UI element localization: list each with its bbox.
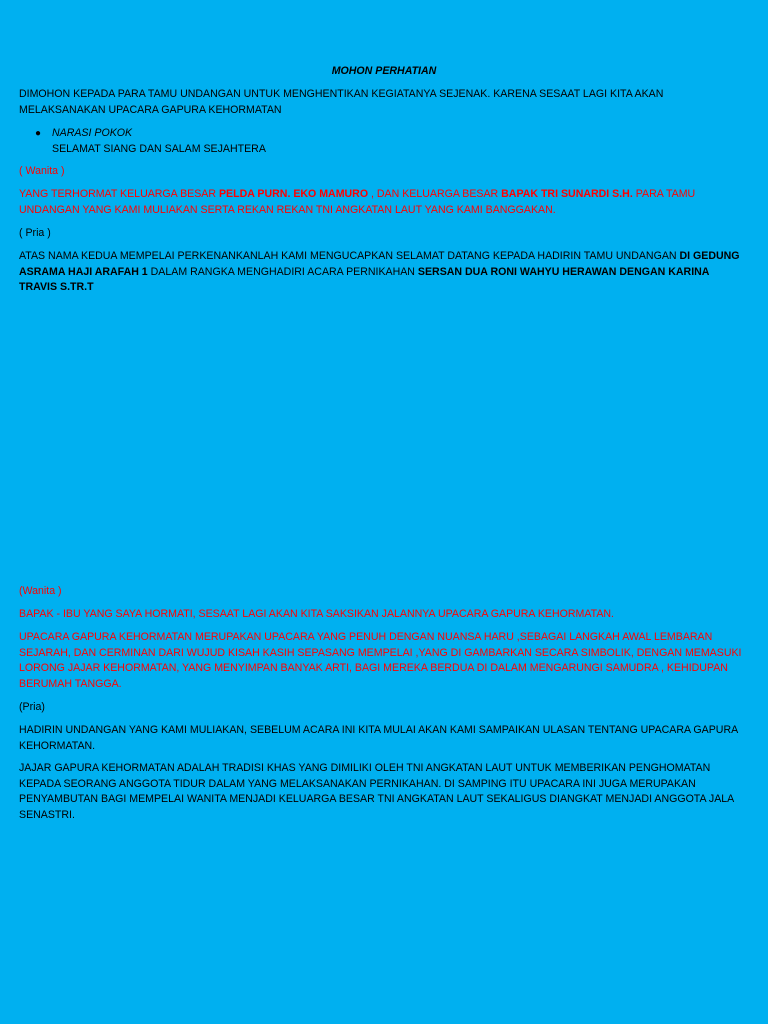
welcome-text-c: DALAM RANGKA MENGHADIRI ACARA PERNIKAHAN [147, 265, 418, 278]
review-paragraph: HADIRIN UNDANGAN YANG KAMI MULIAKAN, SEBELUM ACARA INI KITA MULAI AKAN KAMI SAMPAIKAN ULASAN TENTANG UPACARA GAPURA KEHORMATAN. [19, 724, 738, 752]
welcome-venue: DI GEDUNG ASRAMA HAJI ARAFAH 1 [19, 250, 740, 278]
greeting-text-e: PARA TAMU UNDANGAN YANG KAMI MULIAKAN SERTA REKAN REKAN TNI ANGKATAN LAUT YANG KAMI BANGGAKAN. [19, 188, 696, 216]
greeting-text-c: , DAN KELUARGA BESAR [368, 188, 502, 200]
greeting-text-a: YANG TERHORMAT KELUARGA BESAR [19, 188, 219, 200]
tradition-paragraph: JAJAR GAPURA KEHORMATAN ADALAH TRADISI KHAS YANG DIMILIKI OLEH TNI ANGKATAN LAUT UNTUK MEMBERIKAN PENGHOMATAN KEPADA SEORANG ANGGOTA TIDUR DALAM YANG MELAKSANAKAN PERNIKAHAN. DI SAMPING ITU UPACARA INI JUGA MERUPAKAN PENYAMBUTAN BAGI MEMPELAI WANITA MENJADI KELUARGA BESAR TNI ANGKATAN LAUT SEKALIGUS DIANGKAT MENJADI ANGGOTA JALA SENASTRI. [19, 762, 734, 821]
bullet-dot-icon: ● [35, 128, 42, 139]
welcome-couple: SERSAN DUA RONI WAHYU HERAWAN DENGAN KARINA TRAVIS S.TR.T [19, 265, 710, 294]
speaker-label-wanita-2: (Wanita ) [19, 585, 62, 597]
greeting-name-2: BAPAK TRI SUNARDI S.H. [501, 188, 633, 200]
greeting-paragraph [19, 187, 749, 218]
welcome-paragraph [19, 249, 749, 296]
speaker-label-pria-2: (Pria) [19, 701, 45, 713]
intro-paragraph: DIMOHON KEPADA PARA TAMU UNDANGAN UNTUK MENGHENTIKAN KEGIATANYA SEJENAK. KARENA SESAAT LAGI KITA AKAN MELAKSANAKAN UPACARA GAPURA KEHORMATAN [19, 88, 664, 116]
speaker-label-wanita: ( Wanita ) [19, 165, 65, 177]
bullet-item [35, 126, 742, 157]
ceremony-description: UPACARA GAPURA KEHORMATAN MERUPAKAN UPACARA YANG PENUH DENGAN NUANSA HARU ,SEBAGAI LANGKAH AWAL LEMBARAN SEJARAH, DAN CERMINAN DARI WUJUD KISAH KASIH SEPASANG MEMPELAI ,YANG DI GAMBARKAN SECARA SIMBOLIK, DENGAN MEMASUKI LORONG JAJAR KEHORMATAN, YANG MENYIMPAN BANYAK ARTI, BAGI MEREKA BERDUA DI DALAM MENGARUNGI SAMUDRA , KEHIDUPAN BERUMAH TANGGA. [19, 631, 742, 690]
document-title: MOHON PERHATIAN [331, 65, 437, 77]
ceremony-intro: BAPAK - IBU YANG SAYA HORMATI, SESAAT LAGI AKAN KITA SAKSIKAN JALANNYA UPACARA GAPURA KEHORMATAN. [19, 608, 614, 620]
bullet-line: SELAMAT SIANG DAN SALAM SEJAHTERA [52, 142, 266, 155]
welcome-text-a: ATAS NAMA KEDUA MEMPELAI PERKENANKANLAH KAMI MENGUCAPKAN SELAMAT DATANG KEPADA HADIRIN TAMU UNDANGAN [19, 250, 680, 262]
speaker-label-pria: ( Pria ) [19, 227, 51, 239]
bullet-heading: NARASI POKOK [52, 127, 133, 139]
greeting-name-1: PELDA PURN. EKO MAMURO [218, 188, 369, 200]
